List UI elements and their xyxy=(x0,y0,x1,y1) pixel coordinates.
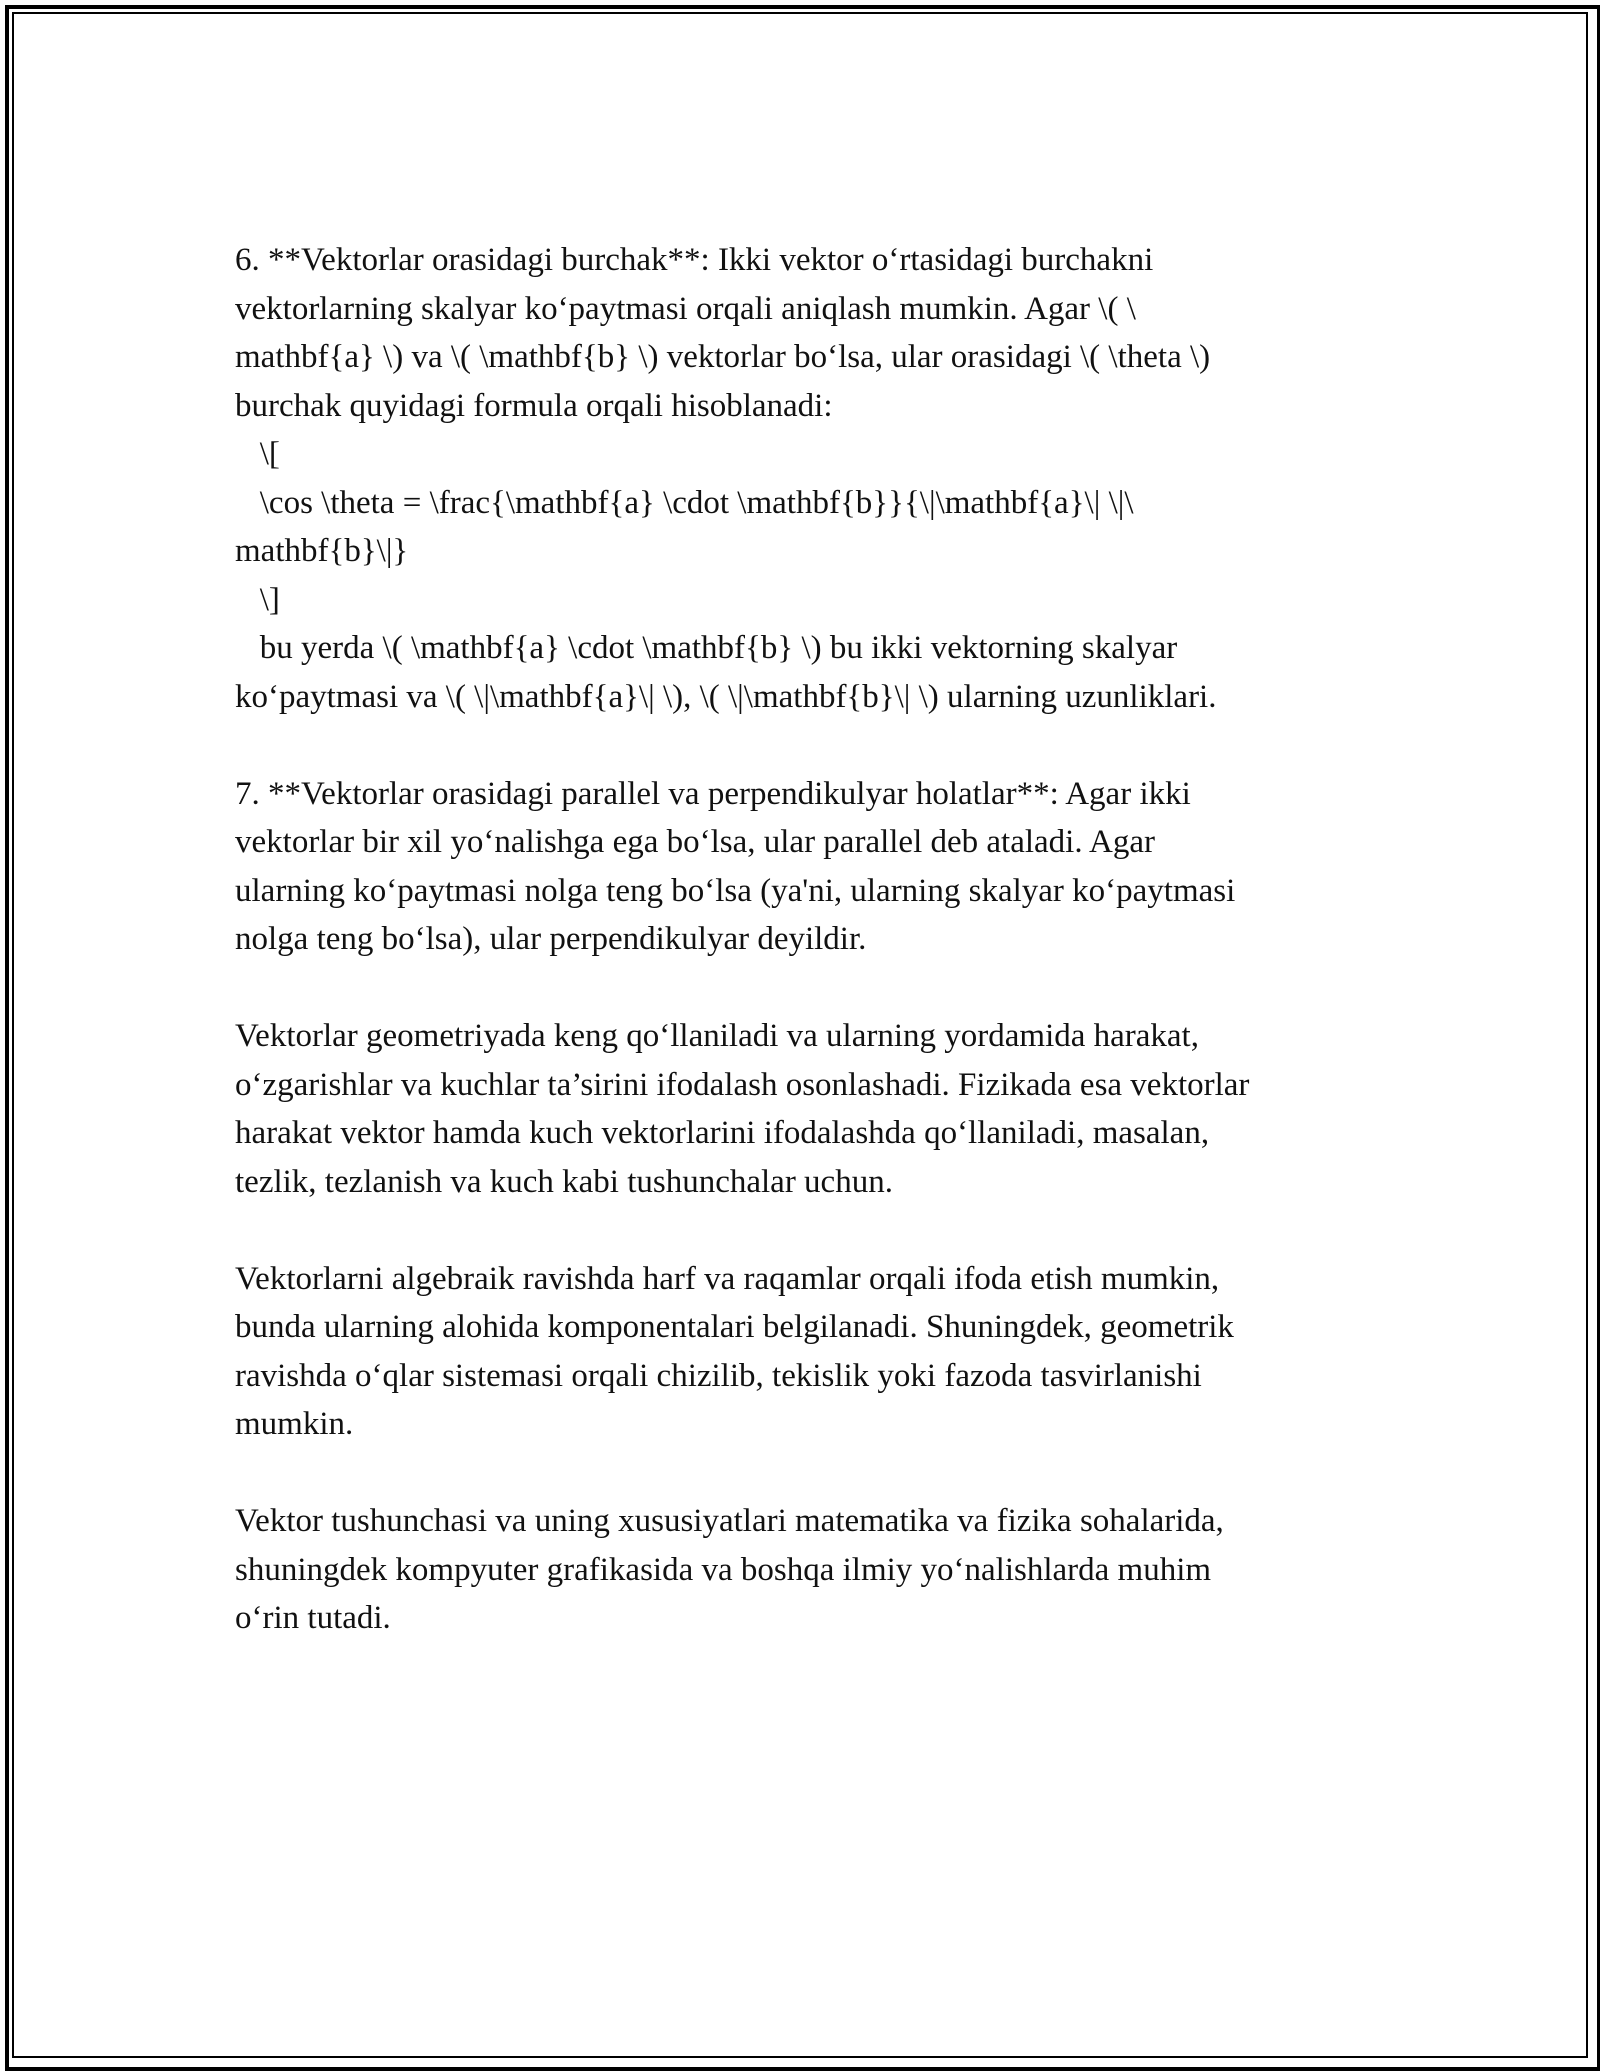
text-line: shuningdek kompyuter grafikasida va boshqa ilmiy yo‘nalishlarda muhim xyxy=(235,1551,1212,1588)
text-line: mumkin. xyxy=(235,1406,354,1442)
formula-line: \] xyxy=(235,581,280,618)
text-line: burchak quyidagi formula orqali hisoblanadi: xyxy=(235,387,833,424)
formula-line: \[ xyxy=(235,436,280,472)
paragraph-algebraic-representation xyxy=(235,1255,1385,1449)
text-line: Vektorlar geometriyada keng qo‘llaniladi va ularning yordamida harakat, xyxy=(235,1018,1199,1054)
text-line: tezlik, tezlanish va kuch kabi tushunchalar uchun. xyxy=(235,1163,893,1200)
paragraph-vector-angle xyxy=(235,236,1385,721)
text-line: ravishda o‘qlar sistemasi orqali chizilib, tekislik yoki fazoda tasvirlanishi xyxy=(235,1357,1202,1394)
paragraph-geometry-physics xyxy=(235,1012,1385,1206)
text-line: o‘rin tutadi. xyxy=(235,1600,391,1636)
text-line: ko‘paytmasi va \( \|\mathbf{a}\| \), \( \|\mathbf{b}\| \) ularning uzunliklari. xyxy=(235,678,1217,715)
paragraph-parallel-perpendicular xyxy=(235,770,1385,964)
text-line: 7. **Vektorlar orasidagi parallel va perpendikulyar holatlar**: Agar ikki xyxy=(235,775,1191,812)
text-line: nolga teng bo‘lsa), ular perpendikulyar deyildir. xyxy=(235,921,867,957)
formula-line: mathbf{b}\|} xyxy=(235,533,409,569)
text-line: o‘zgarishlar va kuchlar ta’sirini ifodalash osonlashadi. Fizikada esa vektorlar xyxy=(235,1066,1250,1103)
document-body xyxy=(235,236,1385,1691)
text-line: mathbf{a} \) va \( \mathbf{b} \) vektorlar bo‘lsa, ular orasidagi \( \theta \) xyxy=(235,339,1211,375)
text-line: Vektorlarni algebraik ravishda harf va raqamlar orqali ifoda etish mumkin, xyxy=(235,1260,1220,1297)
text-line: bu yerda \( \mathbf{a} \cdot \mathbf{b} \) bu ikki vektorning skalyar xyxy=(235,630,1178,666)
text-line: harakat vektor hamda kuch vektorlarini ifodalashda qo‘llaniladi, masalan, xyxy=(235,1115,1210,1151)
text-line: bunda ularning alohida komponentalari belgilanadi. Shuningdek, geometrik xyxy=(235,1309,1234,1345)
text-line: Vektor tushunchasi va uning xususiyatlari matematika va fizika sohalarida, xyxy=(235,1503,1224,1539)
formula-line: \cos \theta = \frac{\mathbf{a} \cdot \mathbf{b}}{\|\mathbf{a}\| \|\ xyxy=(235,484,1134,521)
text-line: vektorlarning skalyar ko‘paytmasi orqali aniqlash mumkin. Agar \( \ xyxy=(235,290,1136,327)
paragraph-conclusion xyxy=(235,1497,1385,1643)
text-line: vektorlar bir xil yo‘nalishga ega bo‘lsa, ular parallel deb ataladi. Agar xyxy=(235,824,1155,860)
text-line: 6. **Vektorlar orasidagi burchak**: Ikki vektor o‘rtasidagi burchakni xyxy=(235,242,1154,278)
text-line: ularning ko‘paytmasi nolga teng bo‘lsa (ya'ni, ularning skalyar ko‘paytmasi xyxy=(235,872,1236,909)
